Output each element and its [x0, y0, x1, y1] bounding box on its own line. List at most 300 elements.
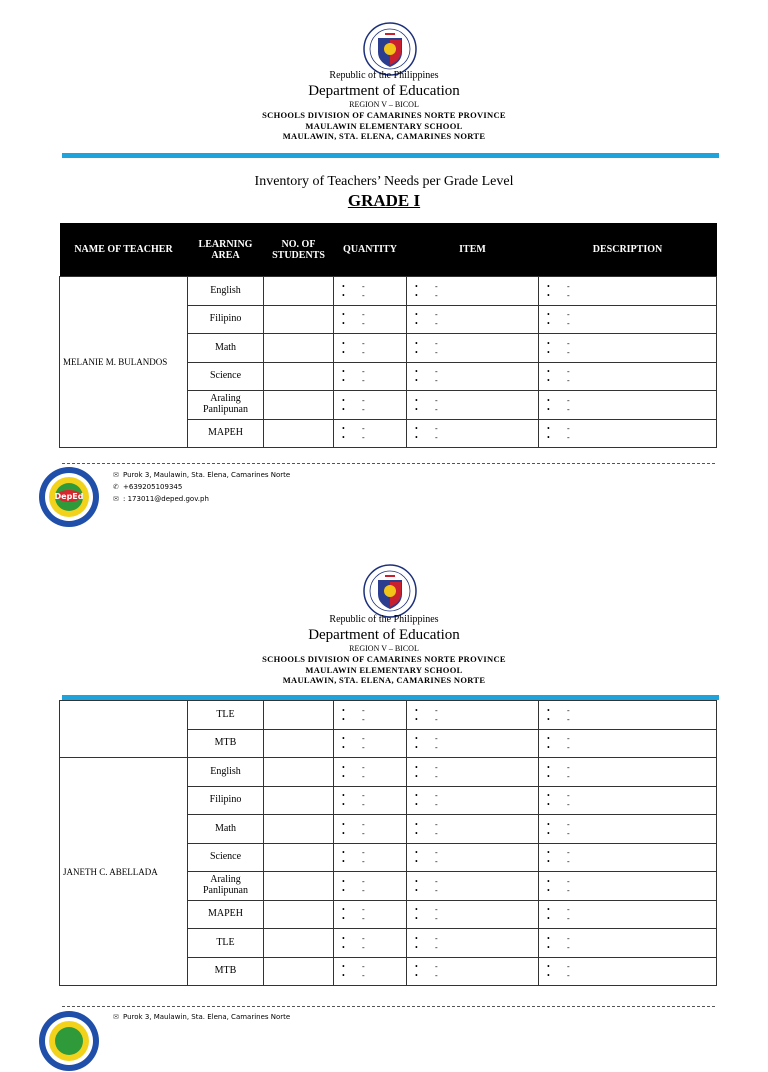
bullet-dot: •	[415, 762, 418, 772]
description-cell[interactable]	[539, 929, 717, 958]
bullet-line	[539, 706, 716, 715]
bullet-dash: -	[435, 338, 438, 348]
bullet-dash: -	[567, 347, 570, 357]
bullet-dash: -	[435, 971, 438, 981]
teacher-name-cell: JANETH C. ABELLADA	[60, 758, 188, 986]
phone-icon: ✆	[113, 483, 119, 491]
item-cell[interactable]	[407, 729, 539, 758]
bullet-line	[539, 339, 716, 348]
letterhead	[0, 615, 768, 685]
bullet-line	[334, 943, 406, 952]
bullet-line	[539, 886, 716, 895]
bullet-dot: •	[547, 828, 550, 838]
bullet-line	[539, 291, 716, 300]
description-cell[interactable]	[539, 843, 717, 872]
bullet-dash: -	[567, 433, 570, 443]
description-cell[interactable]	[539, 815, 717, 844]
item-cell[interactable]	[407, 957, 539, 986]
bullet-dash: -	[362, 800, 365, 810]
quantity-cell[interactable]	[334, 305, 407, 334]
bullet-dash: -	[567, 290, 570, 300]
students-count-cell[interactable]	[264, 277, 334, 306]
bullet-dash: -	[567, 771, 570, 781]
quantity-cell[interactable]	[334, 701, 407, 730]
bullet-dash: -	[362, 424, 365, 434]
students-count-cell[interactable]	[264, 419, 334, 448]
bullet-dash: -	[435, 395, 438, 405]
bullet-line	[407, 971, 538, 980]
bullet-line	[407, 743, 538, 752]
bullet-line	[539, 800, 716, 809]
bullet-dash: -	[567, 885, 570, 895]
quantity-cell[interactable]	[334, 362, 407, 391]
bullet-dot: •	[415, 876, 418, 886]
bullet-dash: -	[567, 395, 570, 405]
bullet-line	[334, 820, 406, 829]
bullet-dash: -	[435, 433, 438, 443]
bullet-line	[539, 943, 716, 952]
quantity-cell[interactable]	[334, 419, 407, 448]
email-icon: ✉	[113, 495, 119, 503]
bullet-dash: -	[435, 819, 438, 829]
bullet-dash: -	[435, 848, 438, 858]
grade-title: GRADE I	[347, 191, 421, 210]
bullet-dash: -	[362, 914, 365, 924]
item-cell[interactable]	[407, 872, 539, 901]
bullet-line	[539, 848, 716, 857]
bullet-dash: -	[362, 338, 365, 348]
location-icon: ✉	[113, 471, 119, 479]
school-address-text: MAULAWIN, STA. ELENA, CAMARINES NORTE	[282, 131, 486, 141]
bullet-dash: -	[435, 310, 438, 320]
bullet-line	[334, 348, 406, 357]
bullet-line	[539, 348, 716, 357]
school-text: MAULAWIN ELEMENTARY SCHOOL	[305, 120, 463, 131]
bullet-line	[334, 743, 406, 752]
bullet-line	[539, 433, 716, 442]
bullet-dash: -	[362, 290, 365, 300]
bullet-dash: -	[567, 376, 570, 386]
description-cell[interactable]	[539, 729, 717, 758]
bullet-line	[334, 962, 406, 971]
bullet-dash: -	[567, 743, 570, 753]
bullet-line	[539, 405, 716, 414]
bullet-dot: •	[415, 281, 418, 291]
bullet-dot: •	[342, 714, 345, 724]
bullet-dash: -	[435, 962, 438, 972]
col-name-of-teacher: NAME OF TEACHER	[60, 223, 188, 277]
bullet-dot: •	[415, 319, 418, 329]
bullet-line	[407, 886, 538, 895]
bullet-dot: •	[415, 310, 418, 320]
bullet-dot: •	[547, 347, 550, 357]
bullet-dot: •	[415, 347, 418, 357]
bullet-dot: •	[547, 876, 550, 886]
footer-divider	[62, 463, 715, 464]
bullet-dash: -	[435, 762, 438, 772]
bullet-line	[334, 791, 406, 800]
bullet-line	[539, 877, 716, 886]
teacher-name-cell	[60, 701, 188, 758]
bullet-dash: -	[435, 743, 438, 753]
bullet-line	[539, 820, 716, 829]
school-text: MAULAWIN ELEMENTARY SCHOOL	[305, 664, 463, 675]
bullet-dot: •	[547, 762, 550, 772]
bullet-dash: -	[435, 290, 438, 300]
bullet-dash: -	[362, 281, 365, 291]
learning-area-cell: Filipino	[188, 786, 264, 815]
students-count-cell[interactable]	[264, 729, 334, 758]
bullet-line	[407, 791, 538, 800]
bullet-line	[334, 763, 406, 772]
learning-area-cell: English	[188, 277, 264, 306]
bullet-dot: •	[547, 905, 550, 915]
bullet-dot: •	[547, 933, 550, 943]
bullet-dash: -	[362, 705, 365, 715]
bullet-line	[407, 424, 538, 433]
school-address-text: MAULAWIN, STA. ELENA, CAMARINES NORTE	[282, 675, 486, 685]
bullet-dash: -	[435, 800, 438, 810]
bullet-line	[334, 800, 406, 809]
bullet-dot: •	[415, 424, 418, 434]
bullet-dash: -	[567, 319, 570, 329]
bullet-dot: •	[415, 791, 418, 801]
bullet-dot: •	[342, 962, 345, 972]
bullet-dash: -	[362, 734, 365, 744]
bullet-dash: -	[435, 376, 438, 386]
bullet-dot: •	[415, 819, 418, 829]
bullet-dash: -	[362, 404, 365, 414]
bullet-line	[539, 734, 716, 743]
quantity-cell[interactable]	[334, 729, 407, 758]
bullet-dot: •	[415, 376, 418, 386]
bullet-line	[407, 772, 538, 781]
quantity-cell[interactable]	[334, 900, 407, 929]
bullet-dash: -	[362, 905, 365, 915]
bullet-dot: •	[547, 848, 550, 858]
item-cell[interactable]	[407, 701, 539, 730]
bullet-line	[334, 396, 406, 405]
bullet-line	[334, 934, 406, 943]
bullet-dot: •	[547, 819, 550, 829]
bullet-dot: •	[415, 914, 418, 924]
item-cell[interactable]	[407, 758, 539, 787]
students-count-cell[interactable]	[264, 701, 334, 730]
bullet-dash: -	[435, 914, 438, 924]
document-title: Inventory of Teachers’ Needs per Grade Level	[254, 174, 514, 189]
bullet-dash: -	[435, 714, 438, 724]
bullet-dot: •	[342, 281, 345, 291]
bullet-dash: -	[362, 771, 365, 781]
item-cell[interactable]	[407, 362, 539, 391]
footer-phone: +639205109345	[123, 483, 183, 491]
bullet-line	[407, 962, 538, 971]
bullet-line	[334, 706, 406, 715]
bullet-dash: -	[362, 971, 365, 981]
description-cell[interactable]	[539, 277, 717, 306]
bullet-dot: •	[415, 771, 418, 781]
bullet-line	[407, 848, 538, 857]
bullet-dot: •	[547, 338, 550, 348]
learning-area-cell: Math	[188, 815, 264, 844]
bullet-dash: -	[362, 714, 365, 724]
quantity-cell[interactable]	[334, 786, 407, 815]
bullet-line	[539, 396, 716, 405]
bullet-dash: -	[567, 848, 570, 858]
bullet-dash: -	[567, 942, 570, 952]
item-cell[interactable]	[407, 843, 539, 872]
bullet-dot: •	[342, 857, 345, 867]
region-text: REGION V – BICOL	[349, 644, 419, 653]
bullet-dot: •	[342, 942, 345, 952]
bullet-dot: •	[547, 885, 550, 895]
bullet-dash: -	[362, 743, 365, 753]
bullet-dot: •	[415, 290, 418, 300]
learning-area-cell: TLE	[188, 701, 264, 730]
bullet-line	[407, 339, 538, 348]
bullet-dot: •	[342, 367, 345, 377]
item-cell[interactable]	[407, 929, 539, 958]
bullet-dash: -	[567, 914, 570, 924]
description-cell[interactable]	[539, 872, 717, 901]
description-cell[interactable]	[539, 334, 717, 363]
bullet-line	[539, 914, 716, 923]
students-count-cell[interactable]	[264, 872, 334, 901]
bullet-dash: -	[362, 885, 365, 895]
bullet-dash: -	[362, 347, 365, 357]
bullet-dash: -	[435, 367, 438, 377]
quantity-cell[interactable]	[334, 872, 407, 901]
bullet-dash: -	[567, 791, 570, 801]
bullet-line	[539, 424, 716, 433]
students-count-cell[interactable]	[264, 758, 334, 787]
bullet-line	[407, 291, 538, 300]
bullet-line	[407, 319, 538, 328]
bullet-line	[334, 319, 406, 328]
item-cell[interactable]	[407, 305, 539, 334]
students-count-cell[interactable]	[264, 391, 334, 420]
quantity-cell[interactable]	[334, 815, 407, 844]
bullet-line	[539, 310, 716, 319]
students-count-cell[interactable]	[264, 957, 334, 986]
bullet-dash: -	[362, 791, 365, 801]
item-cell[interactable]	[407, 334, 539, 363]
bullet-line	[334, 433, 406, 442]
description-cell[interactable]	[539, 362, 717, 391]
bullet-dash: -	[362, 819, 365, 829]
bullet-dot: •	[547, 791, 550, 801]
bullet-dot: •	[342, 914, 345, 924]
bullet-line	[539, 319, 716, 328]
footer-divider	[62, 1006, 715, 1007]
bullet-dot: •	[547, 743, 550, 753]
bullet-line	[407, 943, 538, 952]
bullet-dash: -	[362, 319, 365, 329]
learning-area-cell: TLE	[188, 929, 264, 958]
bullet-dash: -	[567, 933, 570, 943]
students-count-cell[interactable]	[264, 815, 334, 844]
bullet-dash: -	[435, 734, 438, 744]
bullet-dot: •	[547, 914, 550, 924]
document-page-2	[0, 544, 768, 1024]
bullet-line	[539, 715, 716, 724]
bullet-dot: •	[415, 971, 418, 981]
item-cell[interactable]	[407, 419, 539, 448]
bullet-dash: -	[362, 933, 365, 943]
students-count-cell[interactable]	[264, 305, 334, 334]
bullet-dash: -	[362, 310, 365, 320]
quantity-cell[interactable]	[334, 843, 407, 872]
bullet-dot: •	[415, 404, 418, 414]
bullet-dot: •	[415, 743, 418, 753]
bullet-line	[539, 971, 716, 980]
school-logo-icon	[38, 466, 100, 528]
bullet-line	[407, 282, 538, 291]
bullet-dot: •	[342, 933, 345, 943]
learning-area-cell: MAPEH	[188, 900, 264, 929]
bullet-line	[334, 367, 406, 376]
students-count-cell[interactable]	[264, 786, 334, 815]
bullet-line	[407, 715, 538, 724]
item-cell[interactable]	[407, 815, 539, 844]
quantity-cell[interactable]	[334, 334, 407, 363]
division-text: SCHOOLS DIVISION OF CAMARINES NORTE PROVINCE	[262, 654, 506, 664]
bullet-line	[334, 424, 406, 433]
bullet-line	[334, 772, 406, 781]
students-count-cell[interactable]	[264, 843, 334, 872]
bullet-dot: •	[415, 705, 418, 715]
description-cell[interactable]	[539, 701, 717, 730]
item-cell[interactable]	[407, 391, 539, 420]
bullet-dot: •	[415, 942, 418, 952]
students-count-cell[interactable]	[264, 334, 334, 363]
bullet-dash: -	[435, 828, 438, 838]
bullet-line	[539, 791, 716, 800]
quantity-cell[interactable]	[334, 391, 407, 420]
bullet-dot: •	[342, 971, 345, 981]
bullet-dot: •	[415, 714, 418, 724]
bullet-dash: -	[435, 905, 438, 915]
bullet-line	[407, 433, 538, 442]
quantity-cell[interactable]	[334, 758, 407, 787]
description-cell[interactable]	[539, 786, 717, 815]
bullet-line	[407, 405, 538, 414]
bullet-dot: •	[415, 848, 418, 858]
students-count-cell[interactable]	[264, 900, 334, 929]
inventory-table	[59, 223, 717, 448]
students-count-cell[interactable]	[264, 929, 334, 958]
description-cell[interactable]	[539, 957, 717, 986]
bullet-dot: •	[547, 319, 550, 329]
bullet-line	[539, 829, 716, 838]
description-cell[interactable]	[539, 391, 717, 420]
bullet-line	[407, 763, 538, 772]
bullet-dash: -	[435, 424, 438, 434]
department-text: Department of Education	[308, 627, 460, 643]
description-cell[interactable]	[539, 305, 717, 334]
bullet-line	[407, 706, 538, 715]
bullet-dot: •	[342, 433, 345, 443]
bullet-dash: -	[362, 376, 365, 386]
bullet-dot: •	[415, 885, 418, 895]
bullet-dot: •	[547, 290, 550, 300]
bullet-dot: •	[547, 734, 550, 744]
bullet-line	[334, 905, 406, 914]
quantity-cell[interactable]	[334, 957, 407, 986]
bullet-dash: -	[567, 905, 570, 915]
bullet-dash: -	[567, 367, 570, 377]
quantity-cell[interactable]	[334, 277, 407, 306]
bullet-line	[539, 905, 716, 914]
item-cell[interactable]	[407, 900, 539, 929]
students-count-cell[interactable]	[264, 362, 334, 391]
bullet-dot: •	[415, 857, 418, 867]
learning-area-cell: English	[188, 758, 264, 787]
table-row	[60, 701, 717, 730]
bullet-dash: -	[567, 338, 570, 348]
bullet-dot: •	[415, 395, 418, 405]
quantity-cell[interactable]	[334, 929, 407, 958]
description-cell[interactable]	[539, 419, 717, 448]
description-cell[interactable]	[539, 758, 717, 787]
learning-area-cell: MTB	[188, 729, 264, 758]
col-no-of-students: NO. OF STUDENTS	[264, 223, 334, 277]
department-text: Department of Education	[308, 83, 460, 99]
bullet-dash: -	[435, 347, 438, 357]
footer-contact	[113, 1011, 290, 1023]
division-text: SCHOOLS DIVISION OF CAMARINES NORTE PROVINCE	[262, 110, 506, 120]
bullet-dash: -	[435, 933, 438, 943]
bullet-dot: •	[547, 714, 550, 724]
bullet-dash: -	[567, 424, 570, 434]
bullet-dash: -	[362, 762, 365, 772]
bullet-line	[334, 376, 406, 385]
bullet-line	[334, 857, 406, 866]
description-cell[interactable]	[539, 900, 717, 929]
bullet-dot: •	[342, 828, 345, 838]
bullet-line	[334, 715, 406, 724]
footer-contact	[113, 469, 290, 505]
bullet-dash: -	[362, 433, 365, 443]
bullet-dash: -	[435, 404, 438, 414]
header-divider	[62, 153, 719, 158]
bullet-dash: -	[362, 848, 365, 858]
item-cell[interactable]	[407, 786, 539, 815]
bullet-line	[334, 339, 406, 348]
bullet-line	[539, 962, 716, 971]
bullet-dot: •	[415, 800, 418, 810]
table-header-row	[60, 223, 717, 277]
bullet-line	[539, 282, 716, 291]
school-logo-icon	[38, 1010, 100, 1072]
bullet-line	[407, 877, 538, 886]
deped-seal-icon	[363, 564, 417, 618]
bullet-dot: •	[547, 395, 550, 405]
bullet-dot: •	[415, 962, 418, 972]
bullet-dot: •	[415, 367, 418, 377]
bullet-dash: -	[362, 367, 365, 377]
learning-area-cell: MAPEH	[188, 419, 264, 448]
bullet-dot: •	[547, 404, 550, 414]
footer-address: Purok 3, Maulawin, Sta. Elena, Camarines Norte	[123, 1013, 291, 1021]
bullet-dot: •	[547, 281, 550, 291]
bullet-dash: -	[567, 828, 570, 838]
item-cell[interactable]	[407, 277, 539, 306]
bullet-line	[407, 905, 538, 914]
learning-area-cell: Araling Panlipunan	[188, 872, 264, 901]
bullet-line	[334, 282, 406, 291]
bullet-dot: •	[547, 771, 550, 781]
